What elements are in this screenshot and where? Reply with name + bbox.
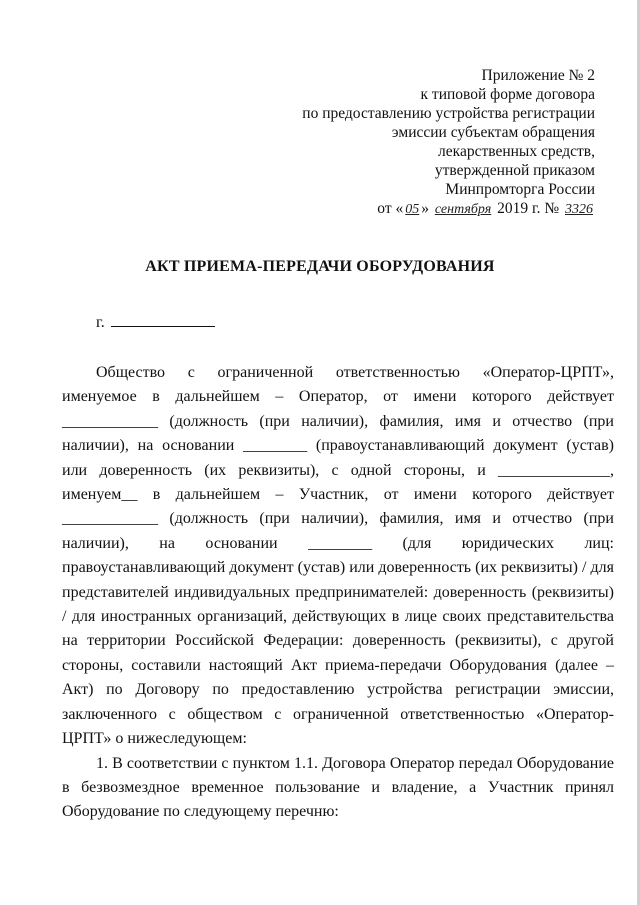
document-title: АКТ ПРИЕМА-ПЕРЕДАЧИ ОБОРУДОВАНИЯ	[145, 258, 495, 275]
handwritten-month: сентября	[434, 202, 492, 217]
paragraph: Общество с ограниченной ответственностью «Оператор-ЦРПТ», именуемое в дальнейшем – Оператор, от имени которого действует ____________ (должность (при наличии), фамилия, имя и отчество (при наличии), на основании ________ (правоустанавливающий документ (устав) или доверенность (их реквизиты), с одной стороны, и ______________, именуем__ в дальнейшем – Участник, от имени которого действует ____________ (должность (при наличии), фамилия, имя и отчество (при наличии), на основании ________ (для юридических лиц: правоустанавливающий документ (устав) или доверенность (их реквизиты) / для представителей индивидуальных предпринимателей: доверенность (реквизиты) / для иностранных организаций, действующих в лице своих представительства на территории Российской Федерации: доверенность (реквизиты), с другой стороны, составили настоящий Акт приема-передачи Оборудования (далее – Акт) по Договору по предоставлению устройства регистрации эмиссии, заключенного с обществом с ограниченной ответственностью «Оператор-ЦРПТ» о нижеследующем:	[62, 364, 614, 748]
date-mid: »	[421, 200, 429, 217]
order-date-line	[300, 199, 595, 219]
document-body	[62, 361, 614, 825]
date-prefix: от «	[377, 200, 404, 217]
city-prefix: г.	[96, 314, 105, 331]
handwritten-order-number: 3326	[565, 202, 593, 217]
date-year: 2019 г. №	[497, 200, 560, 217]
city-blank	[111, 313, 215, 327]
appendix-line: к типовой форме договора	[420, 86, 595, 103]
appendix-line: Приложение № 2	[481, 67, 595, 84]
appendix-line: утвержденной приказом	[434, 162, 595, 179]
appendix-block	[300, 66, 595, 219]
appendix-line: лекарственных средств,	[438, 143, 595, 160]
appendix-line: эмиссии субъектам обращения	[391, 124, 595, 141]
appendix-line: Минпромторга России	[445, 181, 595, 198]
handwritten-day: 05	[405, 202, 420, 217]
appendix-line: по предоставлению устройства регистрации	[302, 105, 595, 122]
paragraph: 1. В соответствии с пунктом 1.1. Договора Оператор передал Оборудование в безвозмездное временное пользование и владение, а Участник принял Оборудование по следующему перечню:	[62, 754, 614, 821]
city-line	[96, 313, 215, 332]
